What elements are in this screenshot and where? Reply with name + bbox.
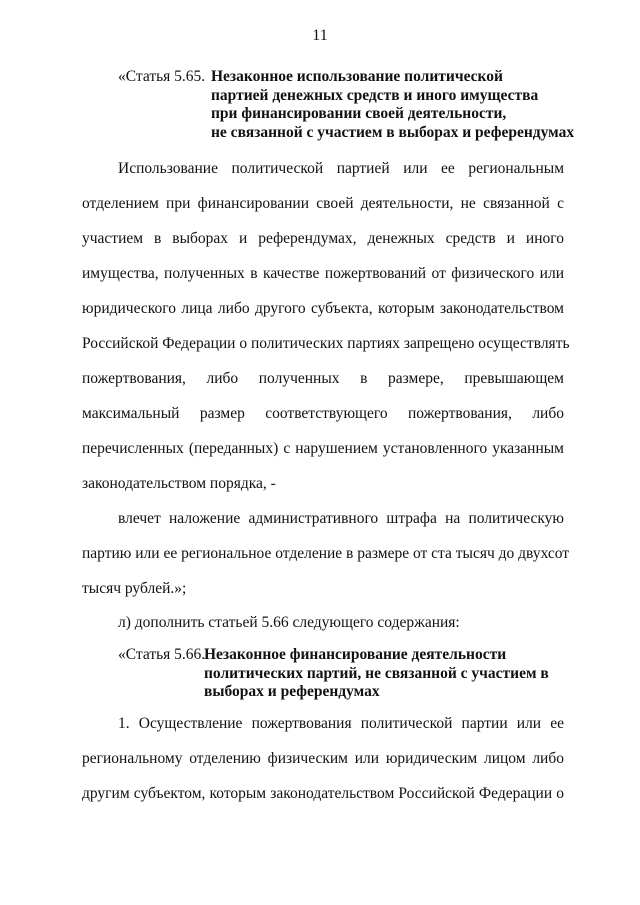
paragraph-1-line: Российской Федерации о политических партиях запрещено осуществлять	[82, 335, 570, 352]
paragraph-1-line: перечисленных (переданных) с нарушением установленного указанным	[82, 440, 564, 457]
article-5-66-prefix: «Статья 5.66.	[118, 646, 206, 663]
paragraph-3: л) дополнить статьей 5.66 следующего содержания:	[118, 614, 460, 631]
paragraph-1-line: имущества, полученных в качестве пожертвований от физического или	[82, 265, 564, 282]
paragraph-4-line: 1. Осуществление пожертвования политической партии или ее	[118, 715, 564, 732]
paragraph-1-line: юридического лица либо другого субъекта, которым законодательством	[82, 300, 564, 317]
paragraph-1-line: отделением при финансировании своей деятельности, не связанной с	[82, 195, 564, 212]
page-number: 11	[312, 27, 328, 44]
article-5-66-title	[204, 646, 549, 702]
paragraph-2-line: партию или ее региональное отделение в размере от ста тысяч до двухсот	[82, 545, 570, 562]
article-5-65-prefix: «Статья 5.65.	[118, 68, 206, 85]
paragraph-4-line: региональному отделению физическим или юридическим лицом либо	[82, 750, 564, 767]
article-5-66-heading	[118, 646, 588, 702]
paragraph-2-line: тысяч рублей.»;	[82, 580, 187, 597]
paragraph-1-line: максимальный размер соответствующего пожертвования, либо	[82, 405, 564, 422]
article-5-65-title-line: при финансировании своей деятельности,	[211, 105, 507, 122]
article-5-65-title-line: не связанной с участием в выборах и референдумах	[211, 123, 575, 141]
article-5-66-title-line: выборах и референдумах	[204, 683, 380, 700]
article-5-65-title-line: партией денежных средств и иного имущества	[211, 86, 539, 104]
article-5-65-title-line: Незаконное использование политической	[211, 68, 503, 85]
article-5-66-title-line: Незаконное финансирование деятельности	[204, 646, 507, 663]
paragraph-1-line: участием в выборах и референдумах, денежных средств и иного	[82, 230, 564, 247]
paragraph-1-line: Использование политической партией или ее региональным	[118, 160, 564, 177]
paragraph-1-line: законодательством порядка, -	[82, 475, 276, 492]
article-5-65-title	[211, 68, 574, 142]
article-5-65-heading	[118, 68, 588, 144]
paragraph-2-line: влечет наложение административного штрафа на политическую	[118, 510, 564, 527]
article-5-66-title-line: политических партий, не связанной с участием в	[204, 664, 549, 682]
paragraph-1-line: пожертвования, либо полученных в размере, превышающем	[82, 370, 564, 387]
paragraph-4-line: другим субъектом, которым законодательством Российской Федерации о	[82, 785, 564, 802]
